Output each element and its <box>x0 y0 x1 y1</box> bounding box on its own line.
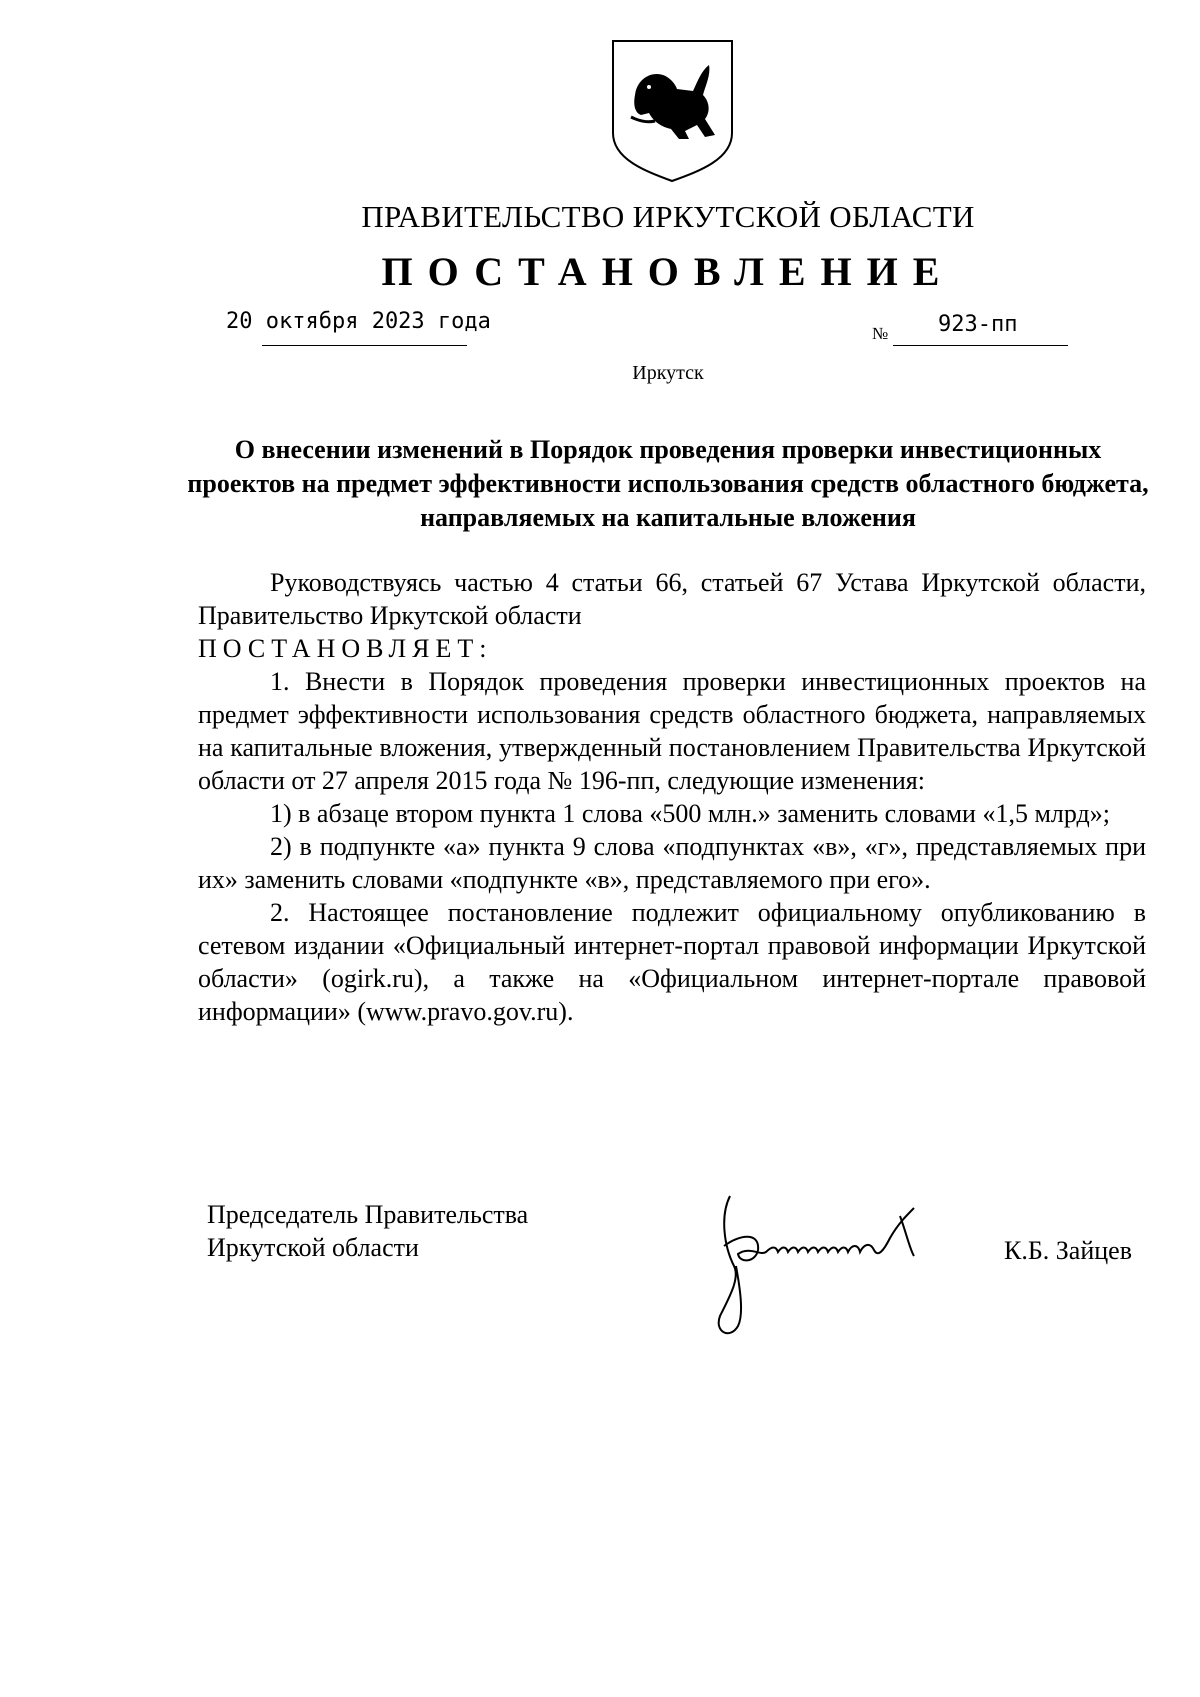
signer-position-line1: Председатель Правительства <box>207 1200 529 1229</box>
organization-name: ПРАВИТЕЛЬСТВО ИРКУТСКОЙ ОБЛАСТИ <box>361 199 975 234</box>
document-body <box>198 566 1146 1028</box>
decree-word: ПОСТАНОВЛЯЕТ: <box>198 634 493 663</box>
city: Иркутск <box>632 362 704 384</box>
document-title: О внесении изменений в Порядок проведения проверки инвестиционных проектов на предмет эффективности использования средств областного бюджета, направляемых на капитальные вложения <box>187 435 1149 532</box>
item-2: 2. Настоящее постановление подлежит официальному опубликованию в сетевом издании «Официальный интернет-портал правовой информации Иркутской области» (ogirk.ru), а также на «Официальном интернет-портале правовой информации» (www.pravo.gov.ru). <box>198 898 1146 1026</box>
item-1: 1. Внести в Порядок проведения проверки инвестиционных проектов на предмет эффективности использования средств областного бюджета, направляемых на капитальные вложения, утвержденный постановлением Правительства Иркутской области от 27 апреля 2015 года № 196-пп, следующие изменения: <box>198 667 1146 795</box>
document-number: 923-пп <box>938 312 1018 337</box>
item-1-1: 1) в абзаце втором пункта 1 слова «500 млн.» заменить словами «1,5 млрд»; <box>270 799 1110 828</box>
item-1-2: 2) в подпункте «а» пункта 9 слова «подпунктах «в», «г», представляемых при их» заменить словами «подпункте «в», представляемого при его». <box>198 832 1146 894</box>
coat-of-arms-icon <box>605 35 740 185</box>
handwritten-signature <box>700 1176 970 1346</box>
preamble: Руководствуясь частью 4 статьи 66, статьей 67 Устава Иркутской области, Правительство Иркутской области <box>198 568 1146 630</box>
number-underline <box>893 345 1068 346</box>
signer-position <box>207 1198 528 1264</box>
signer-position-line2: Иркутской области <box>207 1233 419 1262</box>
signer-name: К.Б. Зайцев <box>1004 1236 1132 1265</box>
number-label: № <box>872 324 889 343</box>
date-underline <box>262 345 467 346</box>
document-date: 20 октября 2023 года <box>226 309 491 334</box>
document-type: ПОСТАНОВЛЕНИЕ <box>381 249 955 294</box>
